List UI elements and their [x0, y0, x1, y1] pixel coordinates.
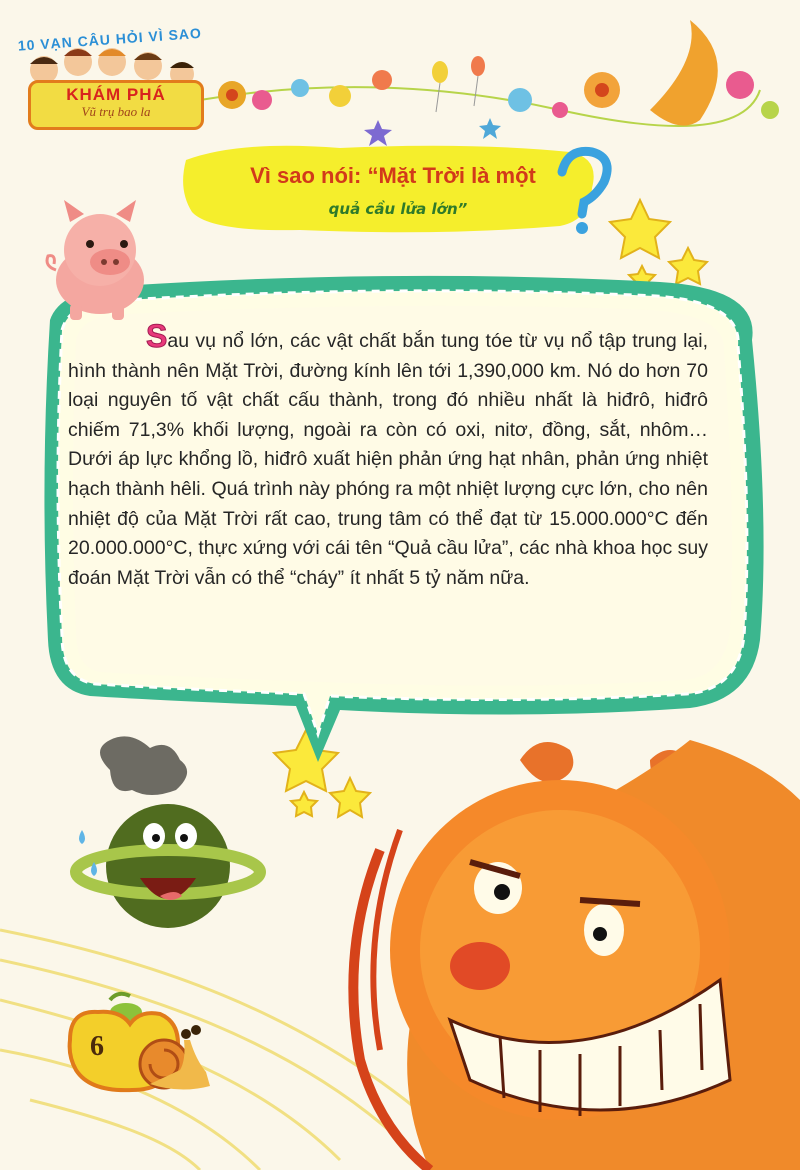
logo-subtitle: Vũ trụ bao la — [81, 104, 151, 119]
page-title-line1: Vì sao nói: “Mặt Trời là một — [250, 163, 536, 188]
planet-character — [76, 736, 260, 928]
body-text: au vụ nổ lớn, các vật chất bắn tung tóe từ vụ nổ tập trung lại, hình thành nên Mặt Trời, đường kính lên tới 1,390,000 km. Nó do hơn 70 loại nguyên tố vật chất cấu thành, trong đó nhiều nhất là hiđrô, hiđrô chiếm 71,3% khối lượng, ngoài ra còn có oxi, nitơ, đồng, sắt, nhôm… Dưới áp lực khổng lồ, hiđrô xuất hiện phản ứng hạt nhân, phản ứng nhiệt hạch thành hêli. Quá trình này phóng ra một nhiệt lượng cực lớn, cho nên nhiệt độ của Mặt Trời rất cao, trung tâm có thể đạt từ 15.000.000°C đến 20.000.000°C, thực xứng với cái tên “Quả cầu lửa”, các nhà khoa học suy đoán Mặt Trời vẫn có thể “cháy” ít nhất 5 tỷ năm nữa. — [68, 330, 708, 589]
body-paragraph — [68, 318, 708, 593]
series-name: 10 VẠN CÂU HỎI VÌ SAO — [17, 24, 203, 54]
drop-cap: S — [146, 318, 168, 354]
pig-icon — [47, 200, 144, 320]
series-logo — [28, 80, 204, 130]
sun-character — [353, 740, 800, 1170]
swirl-lines — [0, 930, 430, 1170]
logo-title: KHÁM PHÁ — [66, 85, 166, 104]
header-decoration — [200, 20, 779, 146]
page-number: 6 — [90, 1031, 104, 1062]
page-title-line2: quả cầu lửa lớn” — [328, 200, 468, 218]
